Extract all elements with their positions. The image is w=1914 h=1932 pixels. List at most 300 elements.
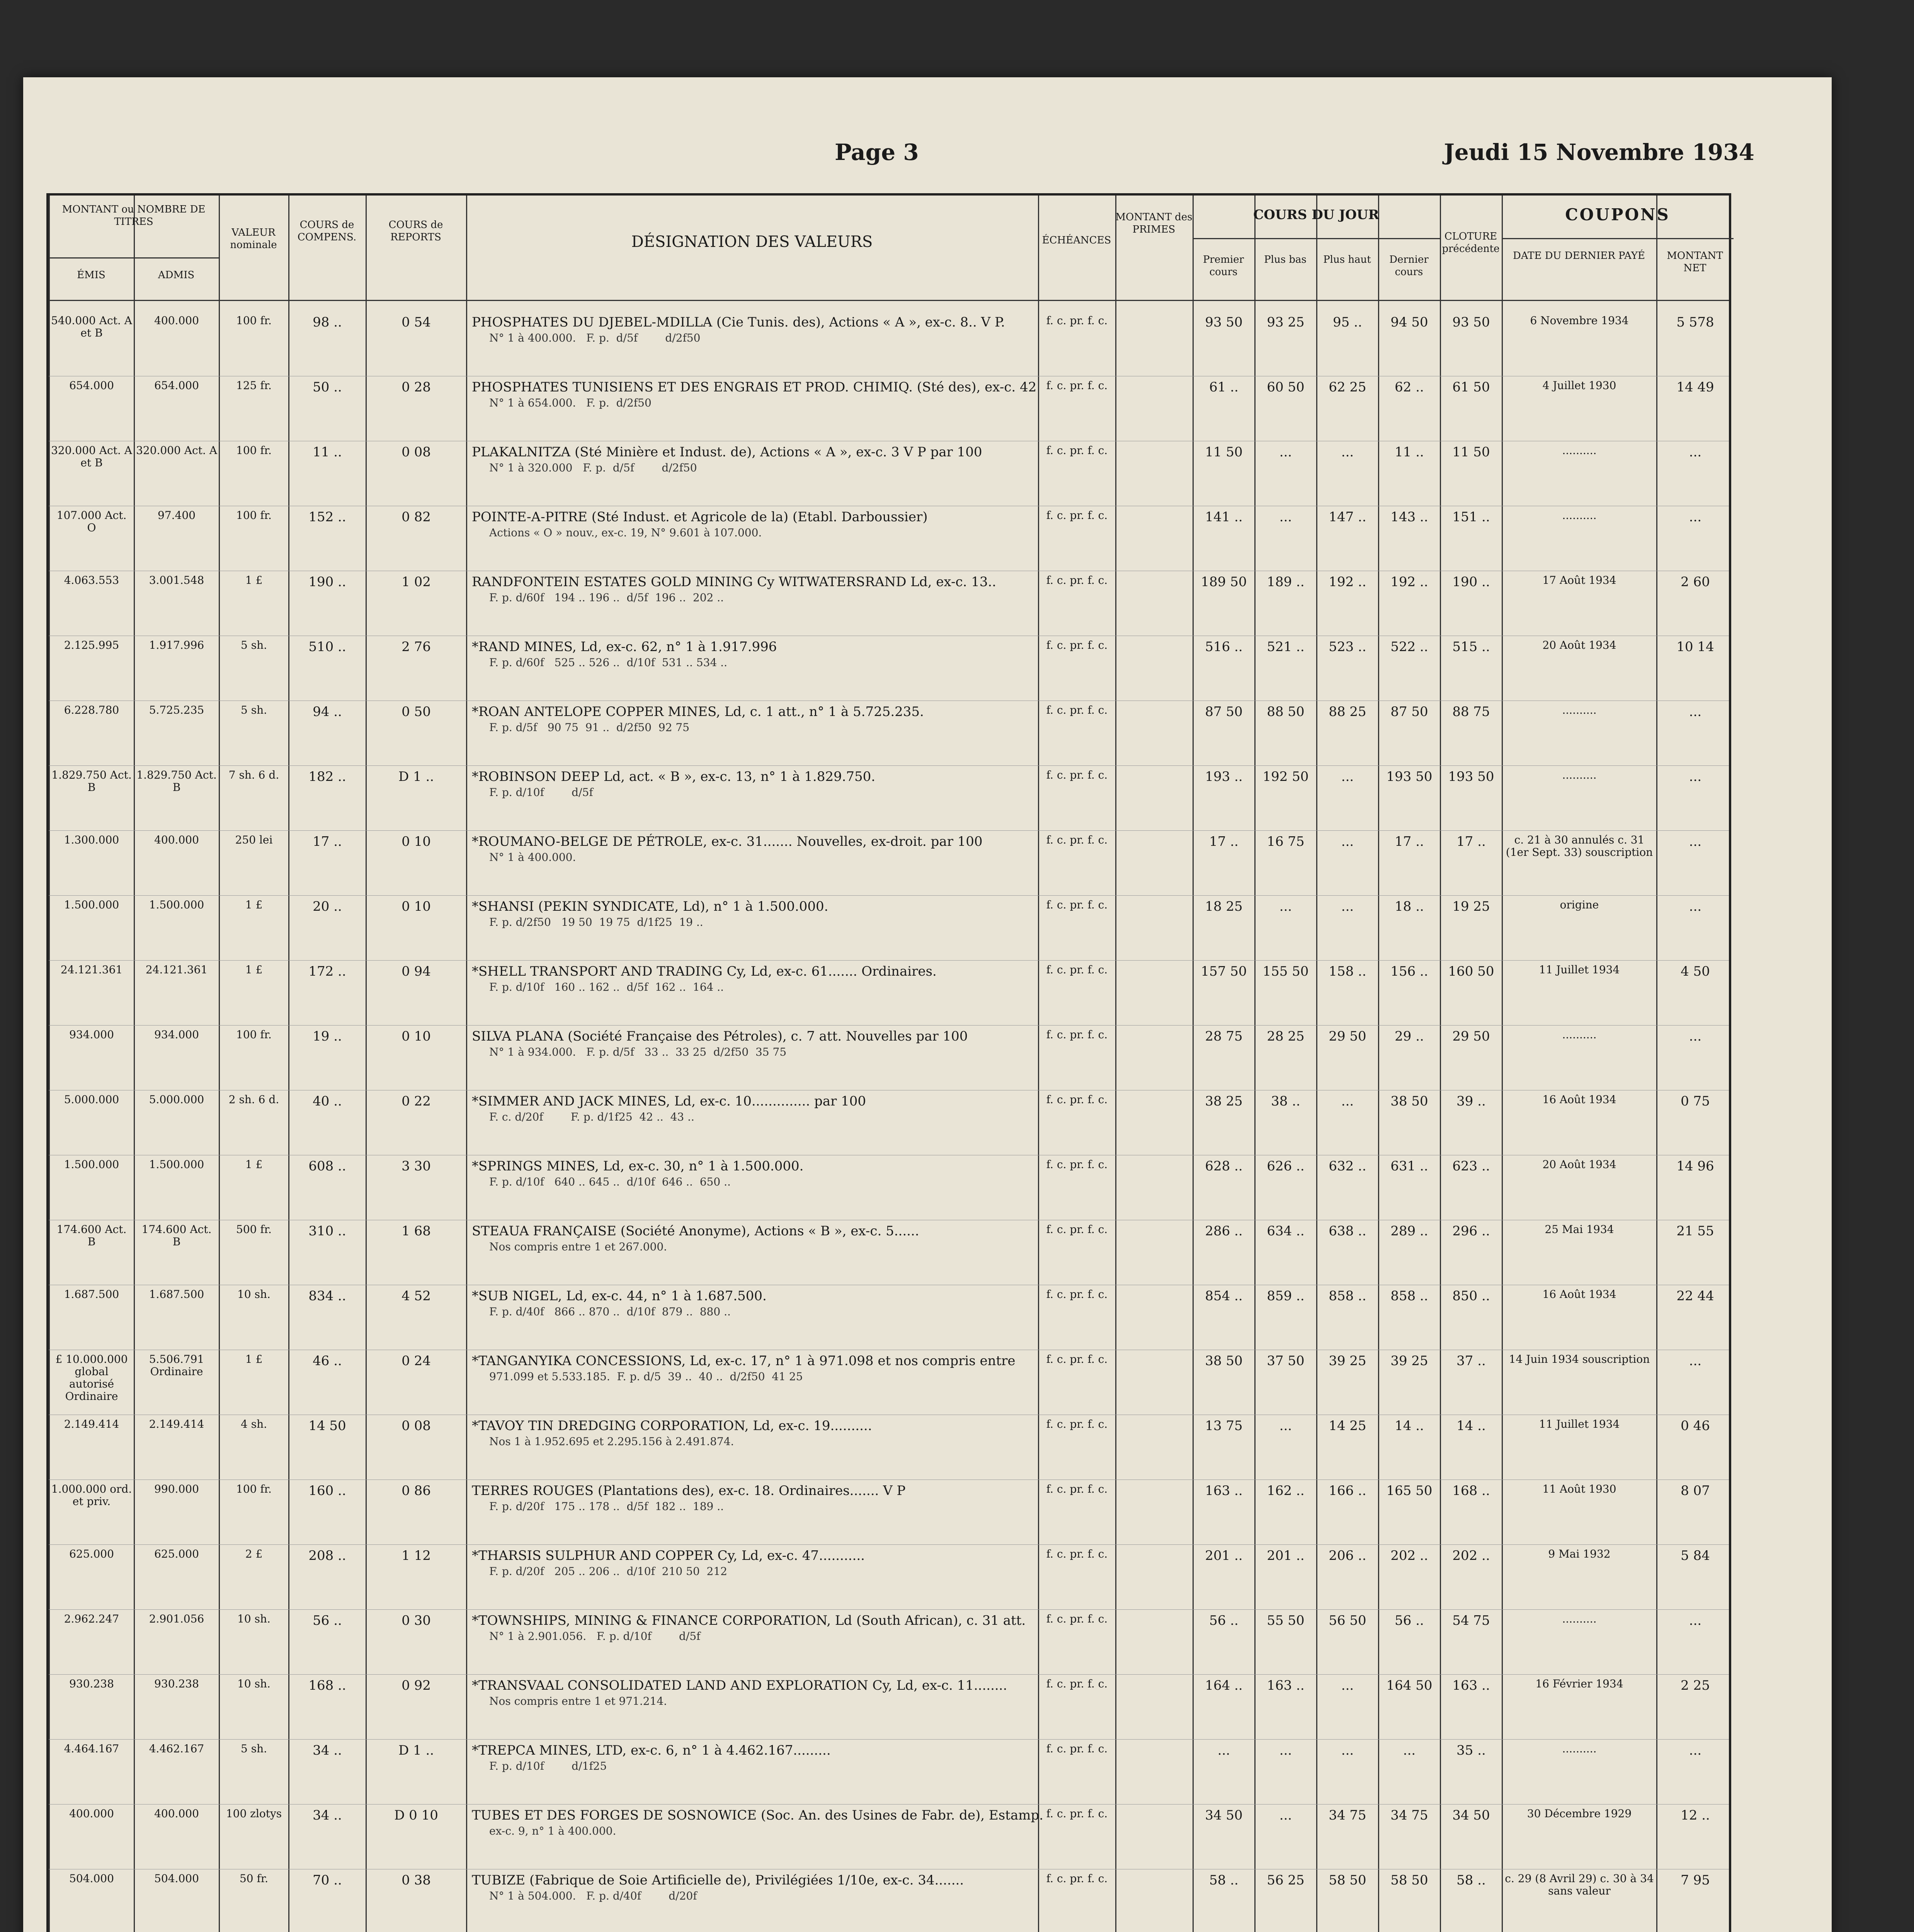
cell-prem: 141 .. (1205, 509, 1243, 525)
cell-haut: ... (1341, 444, 1354, 460)
cell-bas: 626 .. (1267, 1158, 1305, 1174)
cell-admis: 3.001.548 (149, 574, 204, 587)
cell-admis: 320.000 Act. A (136, 444, 217, 457)
cell-comp: 510 .. (308, 639, 346, 655)
cell-rep: 0 92 (402, 1678, 431, 1693)
cell-net: ... (1689, 899, 1702, 914)
cell-valeur: 1 £ (245, 898, 263, 911)
cell-clot: 93 50 (1452, 315, 1490, 330)
cell-comp: 190 .. (308, 574, 346, 590)
cell-clot: 168 .. (1452, 1483, 1490, 1498)
col-dernier: Dernier cours (1389, 254, 1429, 278)
cell-net: ... (1689, 1613, 1702, 1628)
cell-ech: f. c. pr. f. c. (1046, 314, 1108, 327)
cell-bas: ... (1279, 1808, 1292, 1823)
cell-name: PHOSPHATES DU DJEBEL-MDILLA (Cie Tunis. des), Actions « A », ex-c. 8.. V P. (472, 315, 1005, 330)
cell-bas: 163 .. (1267, 1678, 1305, 1693)
col-montant-net: MONTANT NET (1667, 250, 1723, 274)
cell-dern: 202 .. (1390, 1548, 1428, 1563)
cell-dern: 56 .. (1395, 1613, 1424, 1628)
cell-net: ... (1689, 509, 1702, 525)
cell-valeur: 2 £ (245, 1548, 263, 1560)
cell-net: ... (1689, 704, 1702, 719)
cell-bas: 634 .. (1267, 1223, 1305, 1239)
cell-sub: F. p. d/5f 90 75 91 .. d/2f50 92 75 (489, 721, 690, 734)
cell-date: .......... (1562, 509, 1597, 522)
cell-dern: 522 .. (1390, 639, 1428, 655)
cell-date: c. 21 à 30 annulés c. 31 (1er Sept. 33) souscription (1506, 833, 1653, 859)
cell-admis: 654.000 (154, 379, 199, 392)
cell-valeur: 100 fr. (236, 444, 272, 457)
cell-emis: 934.000 (69, 1028, 114, 1041)
cell-net: 14 49 (1676, 379, 1714, 395)
cell-emis: 1.829.750 Act. B (51, 769, 132, 794)
cell-sub: F. p. d/20f 175 .. 178 .. d/5f 182 .. 189 .. (489, 1500, 724, 1513)
col-cours-comp: COURS de COMPENS. (297, 219, 357, 243)
cell-valeur: 1 £ (245, 574, 263, 587)
col-primes: MONTANT des PRIMES (1115, 211, 1193, 235)
cell-clot: 14 .. (1456, 1418, 1486, 1434)
cell-sub: N° 1 à 504.000. F. p. d/40f d/20f (489, 1889, 697, 1902)
cell-net: 5 84 (1681, 1548, 1710, 1563)
cell-emis: £ 10.000.000 global autorisé Ordinaire (55, 1353, 128, 1403)
cell-valeur: 5 sh. (240, 704, 267, 716)
cell-sub: F. p. d/40f 866 .. 870 .. d/10f 879 .. 880 .. (489, 1305, 731, 1318)
cell-ech: f. c. pr. f. c. (1046, 1028, 1108, 1041)
cell-sub: F. p. d/10f 160 .. 162 .. d/5f 162 .. 164 .. (489, 981, 724, 993)
table-row (49, 1869, 1729, 1932)
cell-emis: 6.228.780 (64, 704, 119, 716)
cell-haut: ... (1341, 1094, 1354, 1109)
col-coupons: COUPONS (1565, 205, 1670, 224)
cell-name: POINTE-A-PITRE (Sté Indust. et Agricole de la) (Etabl. Darboussier) (472, 509, 928, 525)
cell-valeur: 1 £ (245, 1353, 263, 1366)
cell-prem: ... (1217, 1743, 1230, 1758)
cell-comp: 19 .. (313, 1029, 342, 1044)
cell-clot: 151 .. (1452, 509, 1490, 525)
cell-haut: 158 .. (1329, 964, 1366, 979)
cell-comp: 152 .. (308, 509, 346, 525)
cell-prem: 201 .. (1205, 1548, 1243, 1563)
cell-ech: f. c. pr. f. c. (1046, 704, 1108, 716)
cell-valeur: 500 fr. (236, 1223, 272, 1236)
cell-clot: 163 .. (1452, 1678, 1490, 1693)
cell-name: TUBES ET DES FORGES DE SOSNOWICE (Soc. An. des Usines de Fabr. de), Estamp. (472, 1808, 1043, 1823)
cell-bas: 60 50 (1267, 379, 1305, 395)
cell-dern: ... (1403, 1743, 1416, 1758)
page-number: Page 3 (835, 139, 919, 165)
cell-valeur: 5 sh. (240, 1742, 267, 1755)
cell-prem: 628 .. (1205, 1158, 1243, 1174)
cell-haut: 34 75 (1329, 1808, 1366, 1823)
cell-clot: 190 .. (1452, 574, 1490, 590)
col-date-coupon: DATE DU DERNIER PAYÉ (1512, 250, 1645, 262)
table-row (49, 1545, 1729, 1610)
cell-ech: f. c. pr. f. c. (1046, 1483, 1108, 1495)
cell-admis: 24.121.361 (145, 963, 208, 976)
cell-haut: 95 .. (1333, 315, 1362, 330)
cell-valeur: 100 zlotys (226, 1807, 282, 1820)
cell-comp: 34 .. (313, 1808, 342, 1823)
cell-net: 2 25 (1681, 1678, 1710, 1693)
cell-prem: 854 .. (1205, 1288, 1243, 1304)
cell-admis: 97.400 (158, 509, 196, 522)
cell-admis: 934.000 (154, 1028, 199, 1041)
cell-emis: 1.500.000 (64, 1158, 119, 1171)
cell-prem: 163 .. (1205, 1483, 1243, 1498)
cell-bas: 189 .. (1267, 574, 1305, 590)
cell-date: 30 Décembre 1929 (1527, 1807, 1632, 1820)
cell-net: 21 55 (1676, 1223, 1714, 1239)
cell-valeur: 4 sh. (240, 1418, 267, 1430)
cell-valeur: 1 £ (245, 1158, 263, 1171)
cell-prem: 164 .. (1205, 1678, 1243, 1693)
cell-net: ... (1689, 769, 1702, 784)
table-row (49, 311, 1729, 376)
cell-comp: 11 .. (313, 444, 342, 460)
cell-sub: N° 1 à 320.000 F. p. d/5f d/2f50 (489, 461, 697, 474)
cell-haut: 858 .. (1329, 1288, 1366, 1304)
cell-bas: 55 50 (1267, 1613, 1305, 1628)
cell-prem: 61 .. (1209, 379, 1239, 395)
cell-dern: 38 50 (1390, 1094, 1428, 1109)
cell-dern: 858 .. (1390, 1288, 1428, 1304)
cell-net: ... (1689, 1029, 1702, 1044)
cell-sub: F. p. d/20f 205 .. 206 .. d/10f 210 50 212 (489, 1565, 727, 1578)
cell-prem: 87 50 (1205, 704, 1243, 719)
cell-valeur: 1 £ (245, 963, 263, 976)
cell-ech: f. c. pr. f. c. (1046, 1353, 1108, 1366)
cell-ech: f. c. pr. f. c. (1046, 379, 1108, 392)
table-row (49, 766, 1729, 831)
cell-name: *TANGANYIKA CONCESSIONS, Ld, ex-c. 17, n° 1 à 971.098 et nos compris entre (472, 1353, 1016, 1369)
cell-bas: 28 25 (1267, 1029, 1305, 1044)
cell-clot: 515 .. (1452, 639, 1490, 655)
cell-clot: 296 .. (1452, 1223, 1490, 1239)
cell-emis: 504.000 (69, 1872, 114, 1885)
cell-rep: 0 38 (402, 1872, 431, 1888)
cell-comp: 17 .. (313, 834, 342, 849)
cell-bas: 38 .. (1271, 1094, 1300, 1109)
cell-clot: 17 .. (1456, 834, 1486, 849)
cell-admis: 990.000 (154, 1483, 199, 1495)
table-row (49, 701, 1729, 766)
cell-comp: 46 .. (313, 1353, 342, 1369)
table-row (49, 1026, 1729, 1090)
cell-clot: 61 50 (1452, 379, 1490, 395)
cell-ech: f. c. pr. f. c. (1046, 1548, 1108, 1560)
cell-date: 16 Août 1934 (1542, 1288, 1616, 1301)
cell-dern: 87 50 (1390, 704, 1428, 719)
cell-name: SILVA PLANA (Société Française des Pétroles), c. 7 att. Nouvelles par 100 (472, 1029, 968, 1044)
cell-ech: f. c. pr. f. c. (1046, 1612, 1108, 1625)
cell-clot: 11 50 (1452, 444, 1490, 460)
cell-prem: 286 .. (1205, 1223, 1243, 1239)
cell-net: ... (1689, 444, 1702, 460)
col-emis: ÉMIS (77, 269, 105, 281)
cell-date: 11 Août 1930 (1542, 1483, 1616, 1495)
cell-sub: F. p. d/10f d/5f (489, 786, 593, 799)
cell-clot: 37 .. (1456, 1353, 1486, 1369)
cell-dern: 11 .. (1395, 444, 1424, 460)
cell-name: *TRANSVAAL CONSOLIDATED LAND AND EXPLORATION Cy, Ld, ex-c. 11........ (472, 1678, 1007, 1693)
cell-sub: Actions « O » nouv., ex-c. 19, N° 9.601 à 107.000. (489, 526, 762, 539)
cell-haut: ... (1341, 1743, 1354, 1758)
cell-date: .......... (1562, 1612, 1597, 1625)
cell-sub: 971.099 et 5.533.185. F. p. d/5 39 .. 40 .. d/2f50 41 25 (489, 1370, 803, 1383)
cell-dern: 62 .. (1395, 379, 1424, 395)
cell-comp: 208 .. (308, 1548, 346, 1563)
cell-bas: 93 25 (1267, 315, 1305, 330)
cell-dern: 156 .. (1390, 964, 1428, 979)
cell-haut: 29 50 (1329, 1029, 1366, 1044)
cell-net: 0 75 (1681, 1094, 1710, 1109)
table-row (49, 376, 1729, 441)
cell-admis: 1.917.996 (149, 639, 204, 651)
col-plus-bas: Plus bas (1264, 254, 1307, 265)
cell-date: .......... (1562, 769, 1597, 781)
cell-rep: 0 10 (402, 1029, 431, 1044)
cell-valeur: 100 fr. (236, 509, 272, 522)
cell-name: STEAUA FRANÇAISE (Société Anonyme), Actions « B », ex-c. 5...... (472, 1223, 919, 1239)
table-row (49, 1480, 1729, 1545)
cell-date: 20 Août 1934 (1542, 1158, 1616, 1171)
cell-emis: 4.464.167 (64, 1742, 119, 1755)
cell-net: 10 14 (1676, 639, 1714, 655)
cell-valeur: 250 lei (235, 833, 273, 846)
cell-dern: 193 50 (1386, 769, 1433, 784)
col-echeances: ÉCHÉANCES (1042, 235, 1111, 246)
cell-prem: 34 50 (1205, 1808, 1243, 1823)
cell-bas: 859 .. (1267, 1288, 1305, 1304)
cell-clot: 850 .. (1452, 1288, 1490, 1304)
cell-name: *ROAN ANTELOPE COPPER MINES, Ld, c. 1 att., n° 1 à 5.725.235. (472, 704, 924, 719)
cell-valeur: 100 fr. (236, 1483, 272, 1495)
cell-haut: 14 25 (1329, 1418, 1366, 1434)
cell-emis: 2.962.247 (64, 1612, 119, 1625)
cell-date: .......... (1562, 1742, 1597, 1755)
cell-prem: 56 .. (1209, 1613, 1239, 1628)
cell-admis: 174.600 Act. B (141, 1223, 212, 1248)
cell-valeur: 2 sh. 6 d. (228, 1093, 279, 1106)
col-cours-jour: COURS DU JOUR (1253, 207, 1379, 223)
cell-emis: 5.000.000 (64, 1093, 119, 1106)
cell-bas: 16 75 (1267, 834, 1305, 849)
cell-bas: 88 50 (1267, 704, 1305, 719)
table-row (49, 896, 1729, 961)
table-row (49, 1220, 1729, 1285)
cell-comp: 168 .. (308, 1678, 346, 1693)
cell-comp: 50 .. (313, 379, 342, 395)
table-row (49, 961, 1729, 1026)
cell-haut: 192 .. (1329, 574, 1366, 590)
cell-net: 0 46 (1681, 1418, 1710, 1434)
cell-dern: 289 .. (1390, 1223, 1428, 1239)
cell-name: *SHELL TRANSPORT AND TRADING Cy, Ld, ex-c. 61....... Ordinaires. (472, 964, 937, 979)
cell-ech: f. c. pr. f. c. (1046, 1093, 1108, 1106)
col-admis: ADMIS (158, 269, 195, 281)
cell-name: RANDFONTEIN ESTATES GOLD MINING Cy WITWATERSRAND Ld, ex-c. 13.. (472, 574, 996, 590)
cell-net: 12 .. (1681, 1808, 1710, 1823)
cell-date: 16 Août 1934 (1542, 1093, 1616, 1106)
cell-rep: 0 22 (402, 1094, 431, 1109)
cell-admis: 504.000 (154, 1872, 199, 1885)
cell-clot: 193 50 (1448, 769, 1494, 784)
cell-comp: 160 .. (308, 1483, 346, 1498)
cell-dern: 165 50 (1386, 1483, 1433, 1498)
cell-clot: 160 50 (1448, 964, 1494, 979)
cell-date: 25 Mai 1934 (1545, 1223, 1614, 1236)
cell-emis: 4.063.553 (64, 574, 119, 587)
cell-date: 20 Août 1934 (1542, 639, 1616, 651)
cell-net: 5 578 (1676, 315, 1714, 330)
table-row (49, 1155, 1729, 1220)
cell-haut: 523 .. (1329, 639, 1366, 655)
col-premier: Premier cours (1203, 254, 1244, 278)
cell-haut: ... (1341, 899, 1354, 914)
cell-admis: 5.506.791 Ordinaire (149, 1353, 204, 1378)
cell-admis: 2.149.414 (149, 1418, 204, 1430)
cell-ech: f. c. pr. f. c. (1046, 1872, 1108, 1885)
cell-rep: 1 68 (402, 1223, 431, 1239)
cell-rep: 0 08 (402, 444, 431, 460)
cell-comp: 20 .. (313, 899, 342, 914)
cell-prem: 157 50 (1201, 964, 1247, 979)
cell-haut: 632 .. (1329, 1158, 1366, 1174)
cell-admis: 1.829.750 Act. B (136, 769, 217, 794)
cell-ech: f. c. pr. f. c. (1046, 1742, 1108, 1755)
cell-ech: f. c. pr. f. c. (1046, 898, 1108, 911)
cell-ech: f. c. pr. f. c. (1046, 1418, 1108, 1430)
cell-prem: 11 50 (1205, 444, 1243, 460)
cell-dern: 39 25 (1390, 1353, 1428, 1369)
cell-sub: Nos 1 à 1.952.695 et 2.295.156 à 2.491.874. (489, 1435, 734, 1448)
cell-rep: 0 82 (402, 509, 431, 525)
cell-haut: 62 25 (1329, 379, 1366, 395)
cell-ech: f. c. pr. f. c. (1046, 1677, 1108, 1690)
cell-rep: 0 10 (402, 834, 431, 849)
cell-prem: 38 50 (1205, 1353, 1243, 1369)
cell-dern: 164 50 (1386, 1678, 1433, 1693)
cell-comp: 98 .. (313, 315, 342, 330)
cell-comp: 834 .. (308, 1288, 346, 1304)
cell-date: 4 Juillet 1930 (1542, 379, 1616, 392)
cell-rep: 0 08 (402, 1418, 431, 1434)
cell-date: 6 Novembre 1934 (1530, 314, 1629, 327)
table-row (49, 506, 1729, 571)
issue-date: Jeudi 15 Novembre 1934 (1444, 139, 1754, 165)
cell-clot: 34 50 (1452, 1808, 1490, 1823)
cell-sub: F. p. d/2f50 19 50 19 75 d/1f25 19 .. (489, 916, 703, 929)
cell-bas: 201 .. (1267, 1548, 1305, 1563)
table-row (49, 636, 1729, 701)
cell-admis: 1.500.000 (149, 1158, 204, 1171)
cell-rep: 0 86 (402, 1483, 431, 1498)
cell-rep: D 1 .. (398, 1743, 434, 1758)
cell-rep: 4 52 (402, 1288, 431, 1304)
cell-bas: ... (1279, 899, 1292, 914)
cell-sub: F. p. d/60f 194 .. 196 .. d/5f 196 .. 202 .. (489, 591, 724, 604)
cell-valeur: 10 sh. (237, 1612, 271, 1625)
cell-ech: f. c. pr. f. c. (1046, 1223, 1108, 1236)
cell-emis: 1.500.000 (64, 898, 119, 911)
cell-clot: 202 .. (1452, 1548, 1490, 1563)
cell-name: *SPRINGS MINES, Ld, ex-c. 30, n° 1 à 1.500.000. (472, 1158, 804, 1174)
cell-emis: 540.000 Act. A et B (51, 314, 132, 339)
cell-ech: f. c. pr. f. c. (1046, 1807, 1108, 1820)
col-plus-haut: Plus haut (1323, 254, 1371, 265)
cell-ech: f. c. pr. f. c. (1046, 769, 1108, 781)
cell-net: 8 07 (1681, 1483, 1710, 1498)
cell-date: .......... (1562, 1028, 1597, 1041)
quotation-table (46, 193, 1731, 1932)
newspaper-page (23, 77, 1832, 1932)
cell-haut: 39 25 (1329, 1353, 1366, 1369)
cell-name: TUBIZE (Fabrique de Soie Artificielle de), Privilégiées 1/10e, ex-c. 34....... (472, 1872, 964, 1888)
cell-net: 7 95 (1681, 1872, 1710, 1888)
cell-date: c. 29 (8 Avril 29) c. 30 à 34 sans valeur (1505, 1872, 1654, 1897)
cell-admis: 4.462.167 (149, 1742, 204, 1755)
cell-bas: ... (1279, 444, 1292, 460)
cell-clot: 88 75 (1452, 704, 1490, 719)
cell-dern: 34 75 (1390, 1808, 1428, 1823)
cell-valeur: 125 fr. (236, 379, 272, 392)
cell-name: *SUB NIGEL, Ld, ex-c. 44, n° 1 à 1.687.500. (472, 1288, 767, 1304)
table-row (49, 441, 1729, 506)
cell-sub: N° 1 à 400.000. (489, 851, 576, 864)
col-cours-rep: COURS de REPORTS (388, 219, 443, 243)
cell-admis: 5.725.235 (149, 704, 204, 716)
cell-prem: 93 50 (1205, 315, 1243, 330)
cell-name: *TAVOY TIN DREDGING CORPORATION, Ld, ex-c. 19.......... (472, 1418, 872, 1434)
cell-ech: f. c. pr. f. c. (1046, 574, 1108, 587)
col-montant: MONTANT ou NOMBRE DE TITRES (62, 204, 206, 228)
cell-sub: F. c. d/20f F. p. d/1f25 42 .. 43 .. (489, 1111, 694, 1123)
cell-admis: 5.000.000 (149, 1093, 204, 1106)
cell-rep: D 0 10 (394, 1808, 438, 1823)
cell-bas: 192 50 (1262, 769, 1309, 784)
cell-comp: 14 50 (308, 1418, 346, 1434)
cell-date: .......... (1562, 704, 1597, 716)
cell-emis: 1.300.000 (64, 833, 119, 846)
cell-sub: Nos compris entre 1 et 971.214. (489, 1695, 667, 1708)
cell-haut: ... (1341, 834, 1354, 849)
col-designation: DÉSIGNATION DES VALEURS (631, 233, 873, 251)
cell-bas: 56 25 (1267, 1872, 1305, 1888)
cell-prem: 516 .. (1205, 639, 1243, 655)
cell-prem: 38 25 (1205, 1094, 1243, 1109)
cell-rep: 0 94 (402, 964, 431, 979)
cell-admis: 400.000 (154, 314, 199, 327)
cell-emis: 107.000 Act. O (56, 509, 127, 534)
cell-net: ... (1689, 834, 1702, 849)
table-row (49, 1804, 1729, 1869)
cell-sub: F. p. d/60f 525 .. 526 .. d/10f 531 .. 534 .. (489, 656, 727, 669)
cell-prem: 193 .. (1205, 769, 1243, 784)
cell-comp: 172 .. (308, 964, 346, 979)
cell-sub: N° 1 à 2.901.056. F. p. d/10f d/5f (489, 1630, 701, 1643)
cell-clot: 39 .. (1456, 1094, 1486, 1109)
cell-emis: 1.000.000 ord. et priv. (51, 1483, 132, 1508)
cell-emis: 2.149.414 (64, 1418, 119, 1430)
cell-bas: 521 .. (1267, 639, 1305, 655)
cell-sub: F. p. d/10f 640 .. 645 .. d/10f 646 .. 650 .. (489, 1175, 731, 1188)
cell-haut: 206 .. (1329, 1548, 1366, 1563)
cell-name: *RAND MINES, Ld, ex-c. 62, n° 1 à 1.917.996 (472, 639, 777, 655)
cell-clot: 29 50 (1452, 1029, 1490, 1044)
cell-comp: 94 .. (313, 704, 342, 719)
cell-prem: 18 25 (1205, 899, 1243, 914)
